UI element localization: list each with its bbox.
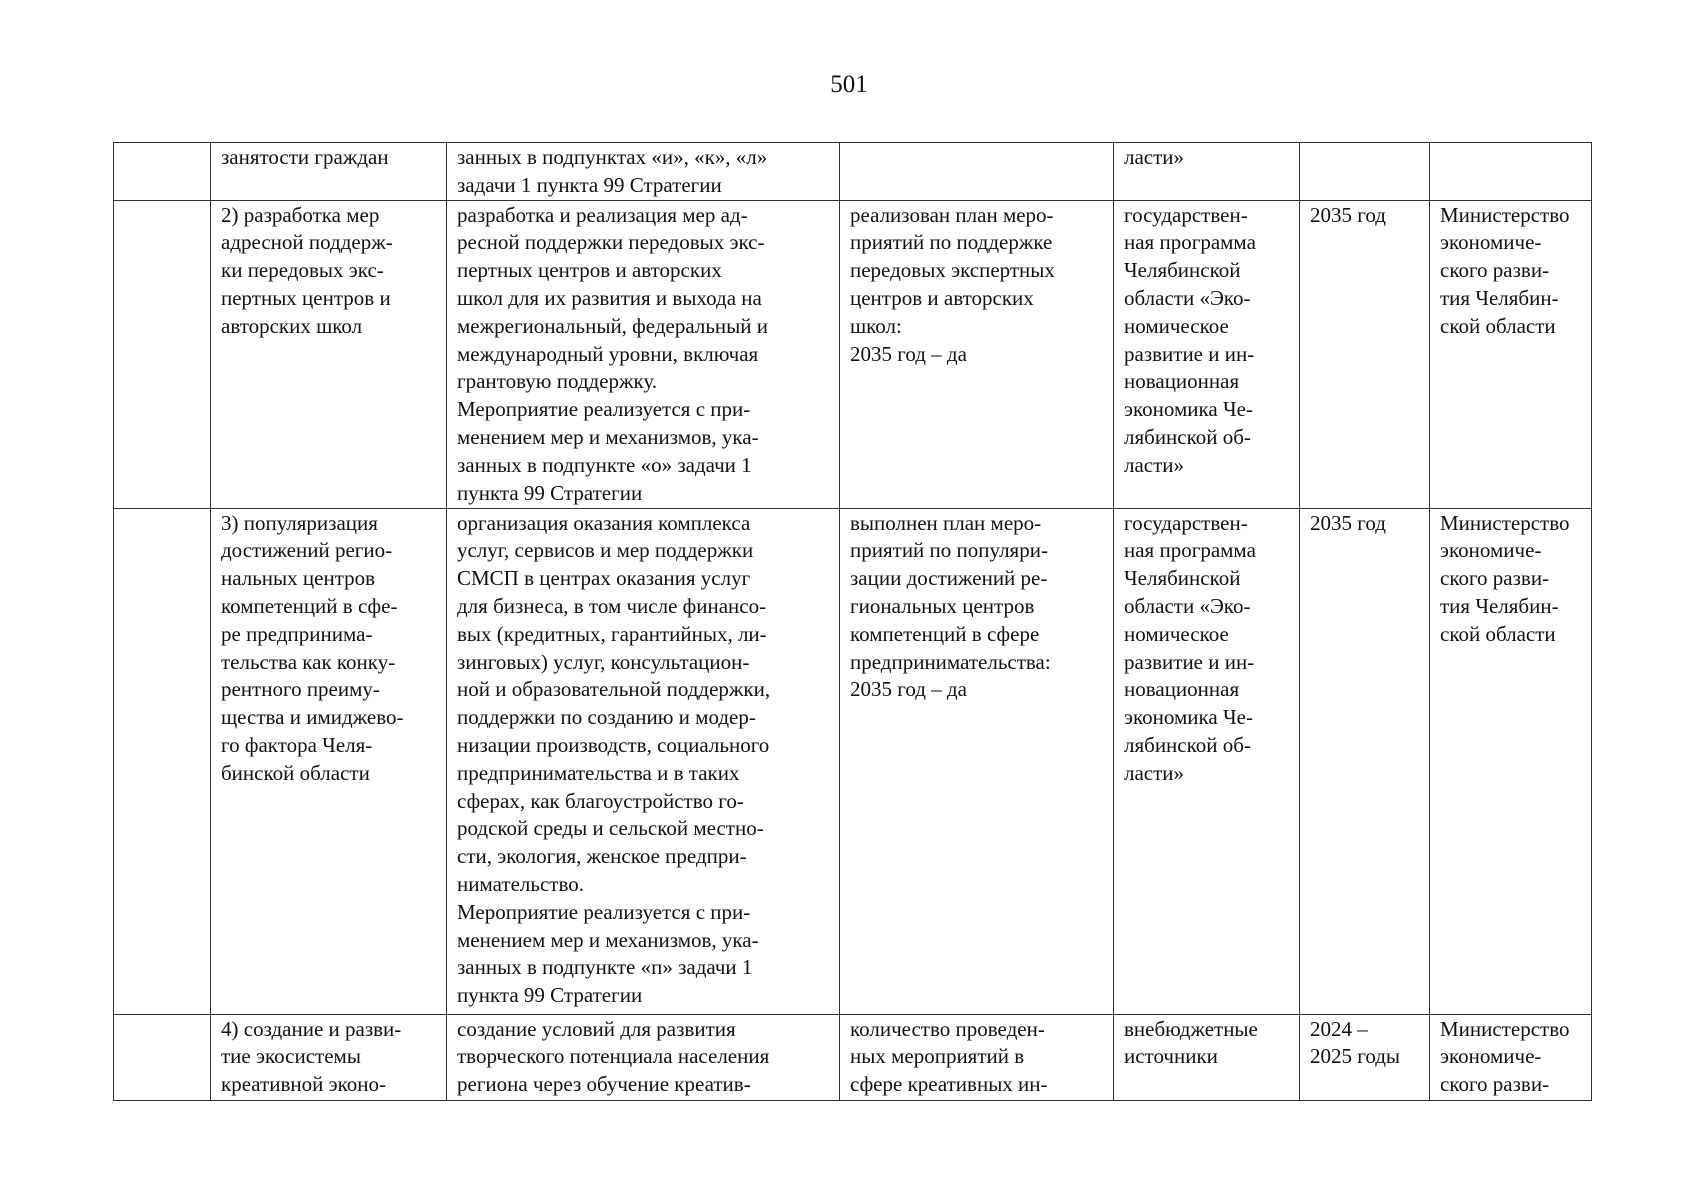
- table-cell: разработка и реализация мер ад- ресной поддержки передовых экс- пертных центров и авторских школ для их развития и выхода на межрегиональный, федеральный и международный уровни, включая грантовую поддержку. Мероприятие реализуется с при- менением мер и механизмов, ука- занных в подпункте «о» задачи 1 пункта 99 Стратегии: [447, 200, 840, 508]
- table-cell: выполнен план меро- приятий по популяри- зации достижений ре- гиональных центров компетенций в сфере предпринимательства: 2035 год – да: [840, 508, 1114, 1014]
- table-cell: 2035 год: [1300, 200, 1430, 508]
- table-cell: создание условий для развития творческого потенциала населения региона через обучение креатив-: [447, 1014, 840, 1100]
- table-cell: государствен- ная программа Челябинской области «Эко- номическое развитие и ин- новационная экономика Че- лябинской об- ласти»: [1114, 200, 1300, 508]
- table-cell: Министерство экономиче- ского разви- тия Челябин- ской области: [1430, 200, 1592, 508]
- table-cell: занятости граждан: [211, 143, 447, 201]
- table-cell: 3) популяризация достижений регио- нальных центров компетенций в сфе- ре предпринима- тельства как конку- рентного преиму- щества и имиджево- го фактора Челя- бинской области: [211, 508, 447, 1014]
- table-row: [114, 143, 1592, 201]
- table-cell: 2035 год: [1300, 508, 1430, 1014]
- table-cell: Министерство экономиче- ского разви- тия Челябин- ской области: [1430, 508, 1592, 1014]
- table-cell: 2) разработка мер адресной поддерж- ки передовых экс- пертных центров и авторских школ: [211, 200, 447, 508]
- page-number: 501: [830, 71, 868, 98]
- table-cell: [1430, 143, 1592, 201]
- table-row: [114, 200, 1592, 508]
- table-cell: [114, 1014, 211, 1100]
- table-cell: государствен- ная программа Челябинской области «Эко- номическое развитие и ин- новационная экономика Че- лябинской об- ласти»: [1114, 508, 1300, 1014]
- table-cell: организация оказания комплекса услуг, сервисов и мер поддержки СМСП в центрах оказания услуг для бизнеса, в том числе финансо- вых (кредитных, гарантийных, ли- зинговых) услуг, консультацион- ной и образовательной поддержки, поддержки по созданию и модер- низации производств, социального предпринимательства и в таких сферах, как благоустройство го- родской среды и сельской местно- сти, экология, женское предпри- нимательство. Мероприятие реализуется с при- менением мер и механизмов, ука- занных в подпункте «п» задачи 1 пункта 99 Стратегии: [447, 508, 840, 1014]
- table-cell: количество проведен- ных мероприятий в сфере креативных ин-: [840, 1014, 1114, 1100]
- table-cell: 4) создание и разви- тие экосистемы креативной эконо-: [211, 1014, 447, 1100]
- table-cell: реализован план меро- приятий по поддержке передовых экспертных центров и авторских школ: 2035 год – да: [840, 200, 1114, 508]
- table-cell: [114, 200, 211, 508]
- table-cell: [840, 143, 1114, 201]
- table-row: [114, 508, 1592, 1014]
- measures-table: [113, 142, 1592, 1101]
- table-cell: внебюджетные источники: [1114, 1014, 1300, 1100]
- table-row: [114, 1014, 1592, 1100]
- table-cell: [114, 508, 211, 1014]
- table-cell: Министерство экономиче- ского разви-: [1430, 1014, 1592, 1100]
- table-cell: занных в подпунктах «и», «к», «л» задачи 1 пункта 99 Стратегии: [447, 143, 840, 201]
- table-cell: [114, 143, 211, 201]
- table-cell: [1300, 143, 1430, 201]
- table-cell: 2024 – 2025 годы: [1300, 1014, 1430, 1100]
- table-cell: ласти»: [1114, 143, 1300, 201]
